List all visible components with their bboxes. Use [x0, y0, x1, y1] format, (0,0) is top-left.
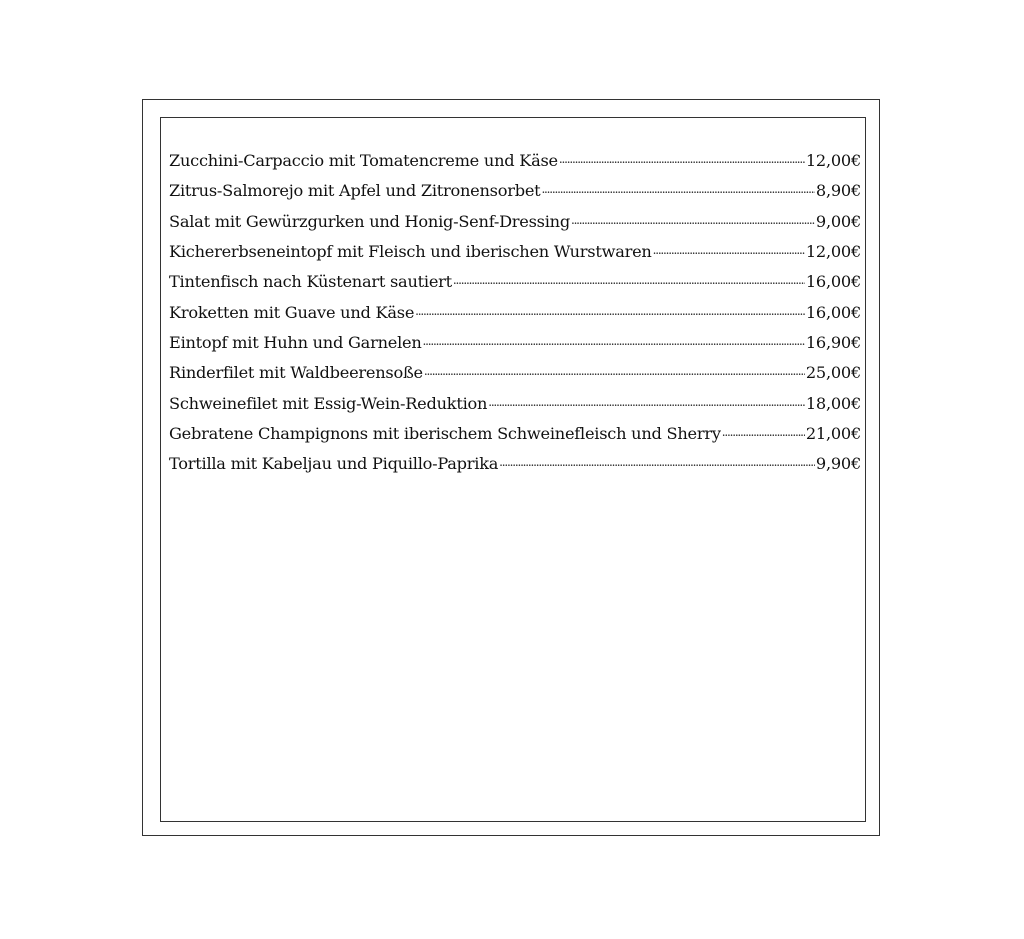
menu-item	[169, 180, 861, 210]
menu-item	[169, 362, 861, 392]
menu-item	[169, 271, 861, 301]
dish-price: 8,90€	[815, 181, 861, 201]
dish-price: 16,00€	[805, 302, 861, 322]
dish-price: 21,00€	[805, 423, 861, 443]
menu-item	[169, 301, 861, 331]
dish-price: 12,00€	[805, 151, 861, 171]
dot-leader	[488, 392, 805, 408]
menu-item	[169, 453, 861, 483]
dot-leader	[423, 332, 805, 348]
dot-leader	[453, 271, 805, 287]
menu-list	[169, 150, 861, 483]
dot-leader	[571, 211, 815, 227]
dish-price: 9,00€	[815, 211, 861, 231]
dish-name: Tortilla mit Kabeljau und Piquillo-Paprika	[169, 454, 499, 474]
menu-item	[169, 392, 861, 422]
dish-name: Eintopf mit Huhn und Garnelen	[169, 332, 422, 352]
dot-leader	[559, 150, 805, 166]
dish-price: 18,00€	[805, 393, 861, 413]
dish-name: Tintenfisch nach Küstenart sautiert	[169, 272, 452, 292]
menu-item	[169, 211, 861, 241]
menu-item	[169, 241, 861, 271]
dot-leader	[653, 241, 805, 257]
dish-name: Salat mit Gewürzgurken und Honig-Senf-Dressing	[169, 211, 570, 231]
dot-leader	[541, 180, 814, 196]
dish-name: Gebratene Champignons mit iberischem Schweinefleisch und Sherry	[169, 423, 721, 443]
inner-border-frame	[160, 117, 866, 822]
outer-border-frame	[142, 99, 880, 836]
dot-leader	[415, 301, 805, 317]
menu-item	[169, 150, 861, 180]
menu-item	[169, 423, 861, 453]
dish-name: Rinderfilet mit Waldbeerensoße	[169, 363, 423, 383]
dish-name: Kroketten mit Guave und Käse	[169, 302, 415, 322]
dish-price: 25,00€	[805, 363, 861, 383]
dish-price: 16,90€	[805, 332, 861, 352]
dot-leader	[424, 362, 805, 378]
dish-price: 16,00€	[805, 272, 861, 292]
dot-leader	[722, 423, 805, 439]
dot-leader	[499, 453, 815, 469]
dish-name: Kichererbseneintopf mit Fleisch und iberischen Wurstwaren	[169, 242, 652, 262]
dish-price: 9,90€	[815, 454, 861, 474]
menu-item	[169, 332, 861, 362]
dish-name: Zucchini-Carpaccio mit Tomatencreme und Käse	[169, 151, 558, 171]
dish-name: Schweinefilet mit Essig-Wein-Reduktion	[169, 393, 488, 413]
dish-price: 12,00€	[805, 242, 861, 262]
dish-name: Zitrus-Salmorejo mit Apfel und Zitronensorbet	[169, 181, 541, 201]
